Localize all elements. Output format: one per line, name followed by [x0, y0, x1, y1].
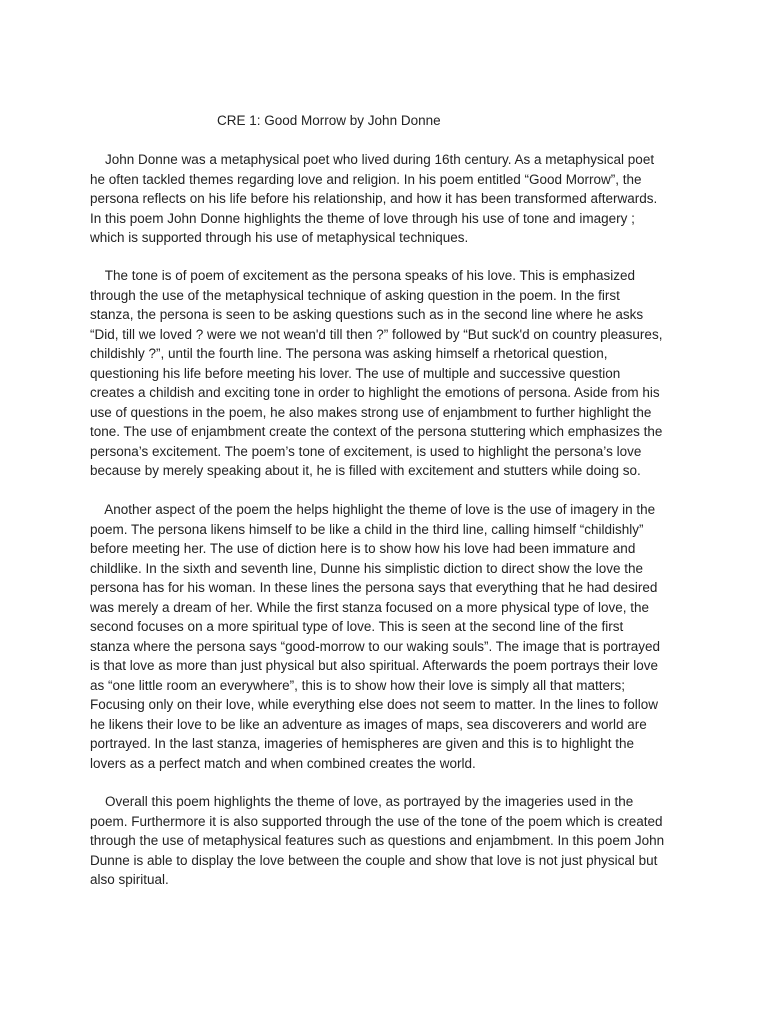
- text-line: John Donne was a metaphysical poet who lived during 16th century. As a metaphysical poet: [90, 152, 655, 167]
- text-line: The tone is of poem of excitement as the persona speaks of his love. This is emphasized: [90, 268, 636, 283]
- text-line: persona has for his woman. In these lines the persona says that everything that he had desired: [90, 580, 658, 595]
- text-line: persona’s excitement. The poem’s tone of excitement, is used to highlight the persona’s love: [90, 443, 642, 459]
- text-line: Another aspect of the poem the helps highlight the theme of love is the use of imagery in the: [90, 502, 656, 517]
- text-line: “Did, till we loved ? were we not wean'd till then ?” followed by “But suck'd on country pleasures,: [90, 326, 663, 342]
- text-line: use of questions in the poem, he also makes strong use of enjambment to further highlight the: [90, 404, 652, 420]
- text-line: is that love as more than just physical but also spiritual. Afterwards the poem portrays their love: [90, 658, 659, 673]
- text-line: he often tackled themes regarding love and religion. In his poem entitled “Good Morrow”, the: [90, 171, 642, 187]
- text-line: before meeting her. The use of diction here is to show how his love had been immature and: [90, 541, 636, 556]
- text-line: stanza where the persona says “good-morrow to our waking souls”. The image that is portrayed: [90, 638, 661, 654]
- paragraph-tone: [90, 266, 662, 481]
- text-line: childlike. In the sixth and seventh line, Dunne his simplistic diction to direct show the love the: [90, 560, 644, 576]
- text-line: creates a childish and exciting tone in order to highlight the emotions of persona. Aside from his: [90, 385, 660, 400]
- paragraph-conclusion: [90, 792, 664, 890]
- paragraph-introduction: [90, 150, 657, 248]
- text-line: he likens their love to be like an adventure as images of maps, sea discoverers and world are: [90, 716, 647, 732]
- text-line: childishly ?”, until the fourth line. The persona was asking himself a rhetorical question,: [90, 346, 608, 361]
- text-line: also spiritual.: [90, 872, 169, 887]
- text-line: through the use of the metaphysical technique of asking question in the poem. In the first: [90, 287, 620, 303]
- text-line: poem. Furthermore it is also supported through the use of the tone of the poem which is created: [90, 813, 663, 829]
- text-line: which is supported through his use of metaphysical techniques.: [90, 230, 469, 245]
- text-line: tone. The use of enjambment create the context of the persona stuttering which emphasizes the: [90, 424, 663, 439]
- text-line: second focuses on a more spiritual type of love. This is seen at the second line of the first: [90, 619, 624, 634]
- text-line: portrayed. In the last stanza, imageries of hemispheres are given and this is to highlight the: [90, 736, 635, 751]
- text-line: poem. The persona likens himself to be like a child in the third line, calling himself “childishly”: [90, 521, 644, 537]
- text-line: persona reflects on his life before his relationship, and how it has been transformed afterwards.: [90, 191, 658, 206]
- text-line: through the use of metaphysical features such as questions and enjambment. In this poem John: [90, 833, 665, 848]
- text-line: Overall this poem highlights the theme of love, as portrayed by the imageries used in the: [90, 794, 634, 809]
- text-line: lovers as a perfect match and when combined creates the world.: [90, 755, 476, 771]
- text-line: In this poem John Donne highlights the theme of love through his use of tone and imagery ;: [90, 210, 635, 226]
- text-line: as “one little room an everywhere”, this is to show how their love is simply all that matters;: [90, 677, 625, 693]
- text-line: stanza, the persona is seen to be asking questions such as in the second line where he asks: [90, 307, 644, 322]
- document-title: CRE 1: Good Morrow by John Donne: [217, 113, 441, 128]
- text-line: questioning his life before meeting his lover. The use of multiple and successive question: [90, 365, 621, 381]
- text-line: was merely a dream of her. While the first stanza focused on a more physical type of love, the: [90, 599, 650, 615]
- text-line: Dunne is able to display the love between the couple and show that love is not just physical but: [90, 852, 658, 868]
- text-line: Focusing only on their love, while everything else does not seem to matter. In the lines to follow: [90, 697, 659, 712]
- text-line: because by merely speaking about it, he is filled with excitement and stutters while doing so.: [90, 463, 641, 478]
- paragraph-imagery: [90, 500, 660, 773]
